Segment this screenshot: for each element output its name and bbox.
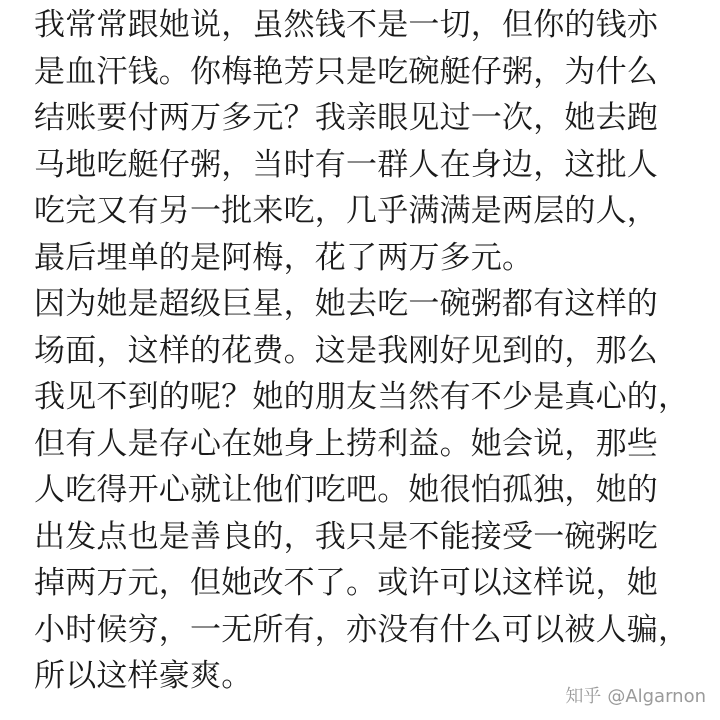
text-line: 人吃得开心就让他们吃吧。她很怕孤独，她的 bbox=[34, 472, 658, 508]
text-line: 小时候穷，一无所有，亦没有什么可以被人骗， bbox=[34, 611, 690, 648]
watermark bbox=[565, 682, 706, 708]
text-line: 我见不到的呢？她的朋友当然有不少是真心的， bbox=[34, 379, 690, 415]
text-line: 我常常跟她说，虽然钱不是一切，但你的钱亦 bbox=[34, 7, 658, 43]
text-line: 但有人是存心在她身上捞利益。她会说，那些 bbox=[34, 425, 658, 462]
text-line: 掉两万元，但她改不了。或许可以这样说，她 bbox=[34, 565, 658, 601]
text-line: 结账要付两万多元？我亲眼见过一次，她去跑 bbox=[34, 100, 658, 136]
text-line: 所以这样豪爽。 bbox=[34, 658, 253, 694]
text-line: 马地吃艇仔粥，当时有一群人在身边，这批人 bbox=[34, 146, 658, 183]
text-line: 场面，这样的花费。这是我刚好见到的，那么 bbox=[34, 332, 658, 369]
article-body bbox=[34, 2, 714, 700]
text-line: 因为她是超级巨星，她去吃一碗粥都有这样的 bbox=[34, 286, 658, 322]
text-line: 吃完又有另一批来吃，几乎满满是两层的人， bbox=[34, 193, 658, 229]
watermark-brand: 知乎 bbox=[565, 686, 602, 707]
text-line: 出发点也是善良的，我只是不能接受一碗粥吃 bbox=[34, 518, 658, 555]
text-line: 最后埋单的是阿梅，花了两万多元。 bbox=[34, 239, 534, 276]
watermark-handle: @Algarnon bbox=[607, 686, 706, 707]
text-line: 是血汗钱。你梅艳芳只是吃碗艇仔粥，为什么 bbox=[34, 53, 658, 90]
